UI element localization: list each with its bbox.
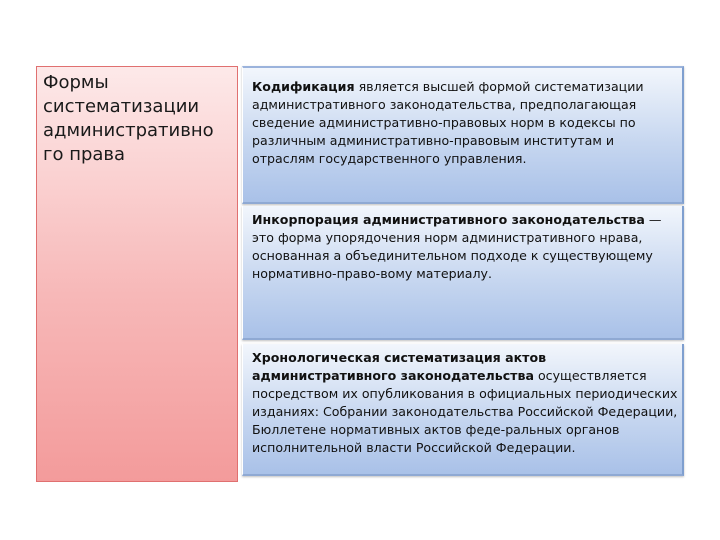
definition-codification: является высшей формой систематизации административного законодательства, предполагающая сведение административно-правовых норм в кодексы по различным административно-правовым институтам и отраслям государственного управления.	[252, 79, 644, 166]
definition-text	[252, 211, 680, 283]
category-title: Формы систематизации административно го права	[43, 72, 214, 165]
definition-incorporation: — это форма упорядочения норм административного нрава, основанная а объединительном подходе к существующему нормативно-право-вому материалу.	[252, 212, 662, 281]
definition-box-codification	[242, 66, 684, 204]
term-incorporation: Инкорпорация административного законодательства	[252, 212, 645, 227]
left-category-panel	[36, 66, 238, 482]
definition-box-incorporation	[242, 206, 684, 340]
definition-box-chronological	[242, 344, 684, 476]
term-codification: Кодификация	[252, 79, 355, 94]
definition-chronological: осуществляется посредством их опубликования в официальных периодических изданиях: Собрании законодательства Российской Федерации, Бюллетене нормативных актов феде-ральных органов исполнительной власти Российской Федерации.	[252, 368, 678, 455]
definition-text	[252, 349, 680, 457]
term-chronological: Хронологическая систематизация актов административного законодательства	[252, 350, 547, 383]
definition-text	[252, 78, 680, 168]
